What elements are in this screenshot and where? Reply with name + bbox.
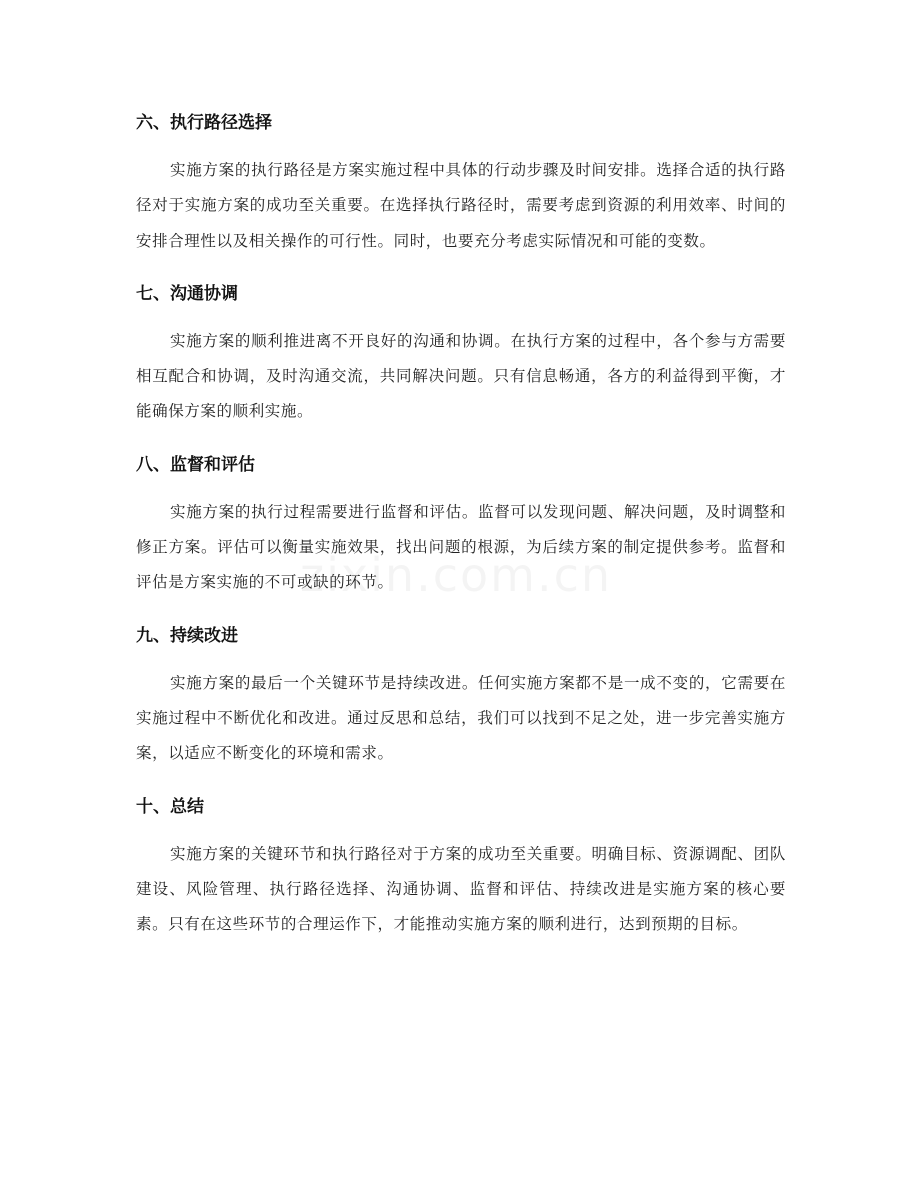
section-paragraph: 实施方案的执行路径是方案实施过程中具体的行动步骤及时间安排。选择合适的执行路径对于实施方案的成功至关重要。在选择执行路径时，需要考虑到资源的利用效率、时间的安排合理性以及相关操作的可行性。同时，也要充分考虑实际情况和可能的变数。 — [136, 161, 786, 250]
document-content — [136, 106, 786, 942]
section-execution-path — [136, 106, 786, 259]
section-paragraph: 实施方案的顺利推进离不开良好的沟通和协调。在执行方案的过程中，各个参与方需要相互配合和协调，及时沟通交流，共同解决问题。只有信息畅通，各方的利益得到平衡，才能确保方案的顺利实施。 — [136, 331, 786, 421]
section-heading: 九、持续改进 — [136, 625, 238, 646]
section-paragraph: 实施方案的关键环节和执行路径对于方案的成功至关重要。明确目标、资源调配、团队建设、风险管理、执行路径选择、沟通协调、监督和评估、持续改进是实施方案的核心要素。只有在这些环节的合理运作下，才能推动实施方案的顺利进行，达到预期的目标。 — [136, 844, 786, 934]
section-heading: 八、监督和评估 — [136, 454, 255, 475]
section-heading: 六、执行路径选择 — [136, 113, 272, 133]
section-heading: 十、总结 — [136, 796, 204, 817]
section-communication — [136, 277, 786, 430]
section-paragraph: 实施方案的最后一个关键环节是持续改进。任何实施方案都不是一成不变的，它需要在实施过程中不断优化和改进。通过反思和总结，我们可以找到不足之处，进一步完善实施方案，以适应不断变化的环境和需求。 — [136, 673, 786, 763]
section-continuous-improvement — [136, 619, 786, 772]
section-paragraph: 实施方案的执行过程需要进行监督和评估。监督可以发现问题、解决问题，及时调整和修正方案。评估可以衡量实施效果，找出问题的根源，为后续方案的制定提供参考。监督和评估是方案实施的不可或缺的环节。 — [136, 502, 786, 592]
section-heading: 七、沟通协调 — [136, 283, 238, 304]
section-summary — [136, 790, 786, 943]
section-supervision — [136, 448, 786, 601]
